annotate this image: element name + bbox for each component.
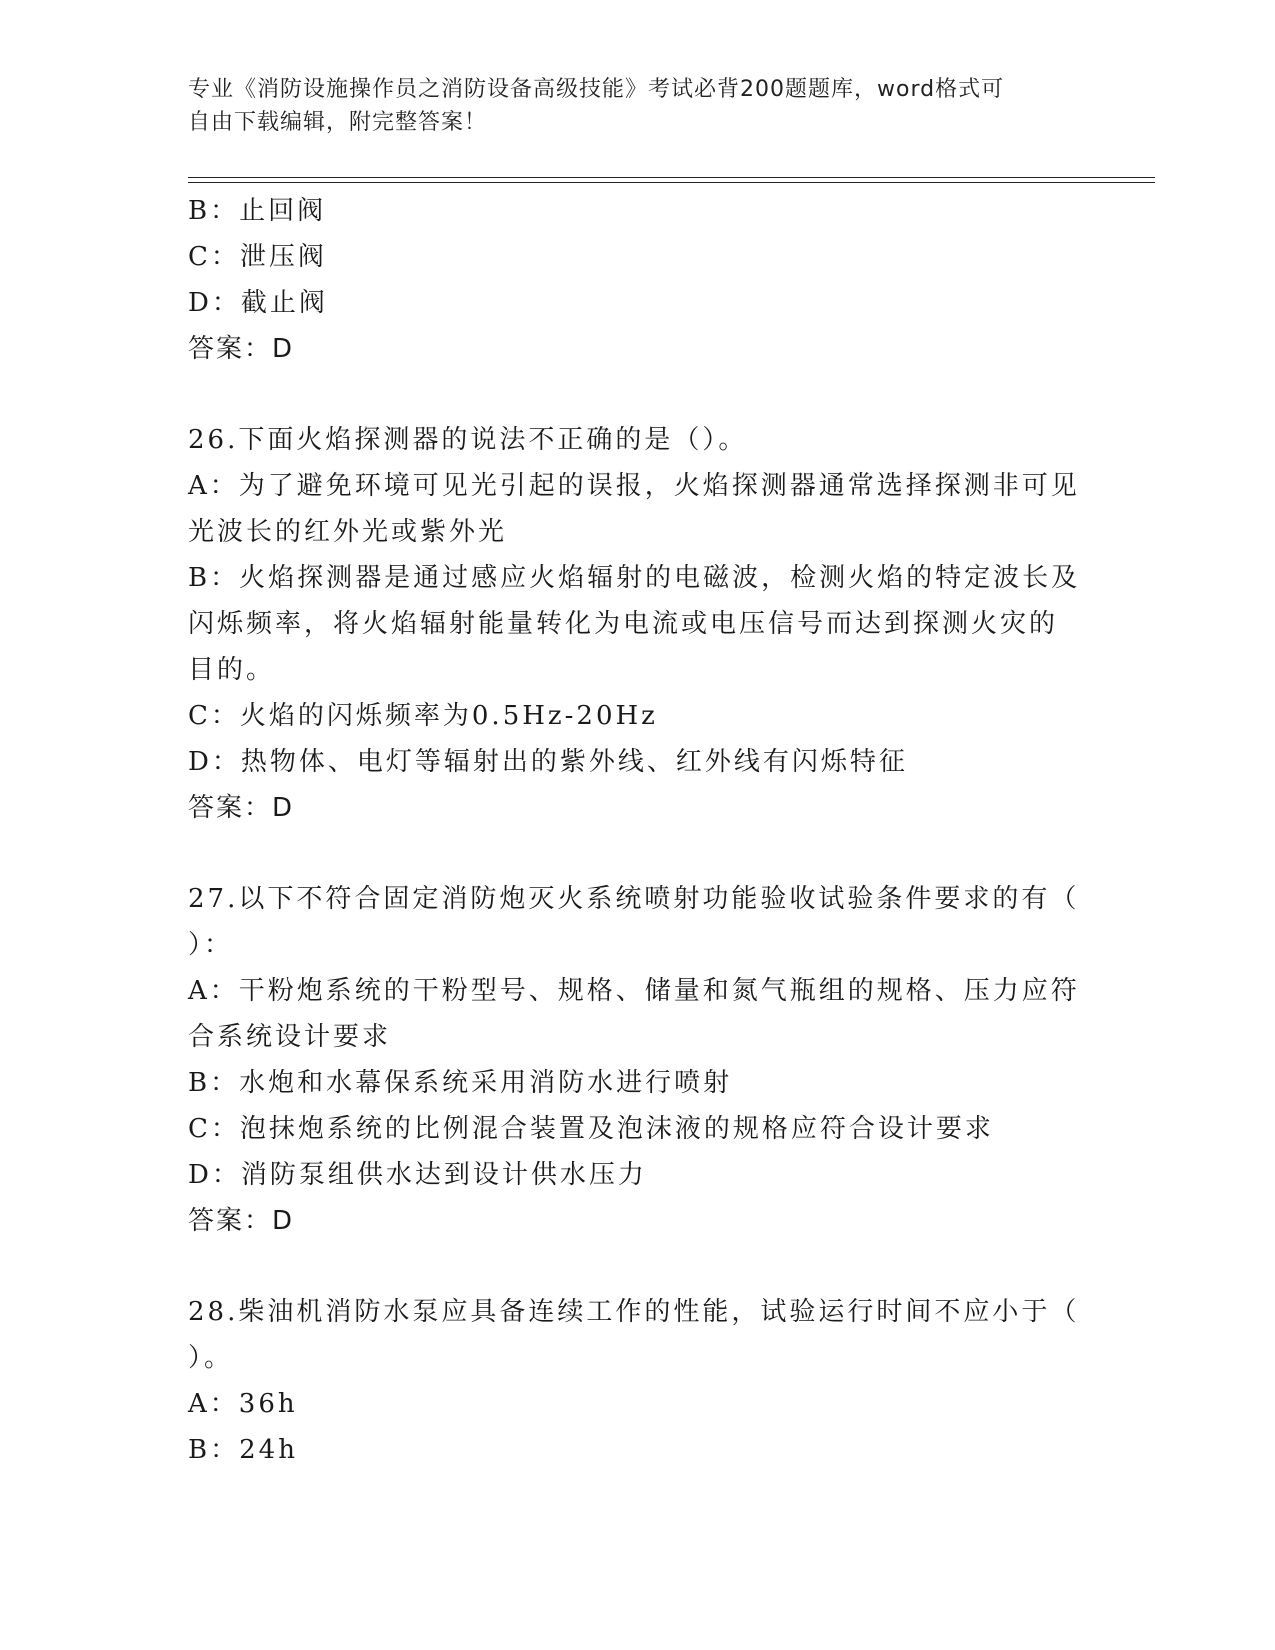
page-content — [188, 188, 1088, 1473]
option-b: B：水炮和水幕保系统采用消防水进行喷射 — [188, 1068, 733, 1098]
spacer — [188, 1244, 1088, 1289]
header-line-1: 专业《消防设施操作员之消防设备高级技能》考试必背200题题库，word格式可 — [188, 77, 1005, 102]
spacer — [188, 372, 1088, 417]
question-26 — [188, 417, 1088, 831]
spacer — [188, 831, 1088, 876]
header-rule-top — [188, 177, 1155, 178]
option-a-line-2: 合系统设计要求 — [188, 1022, 392, 1052]
question-28 — [188, 1289, 1088, 1473]
question-text-line-2: ）。 — [188, 1343, 234, 1373]
question-25 — [188, 188, 1088, 372]
option-a: A：36h — [188, 1389, 298, 1419]
question-text-line-1: 28.柴油机消防水泵应具备连续工作的性能，试验运行时间不应小于（ — [188, 1297, 1080, 1327]
answer: 答案：D — [188, 334, 295, 364]
page-header — [188, 73, 1088, 139]
question-text-line-2: ）： — [188, 930, 234, 960]
option-a-line-2: 光波长的红外光或紫外光 — [188, 517, 508, 547]
question-text-line-1: 27.以下不符合固定消防炮灭火系统喷射功能验收试验条件要求的有（ — [188, 884, 1080, 914]
answer: 答案：D — [188, 1206, 295, 1236]
option-b: B：24h — [188, 1435, 298, 1465]
option-b: B：止回阀 — [188, 196, 327, 226]
header-rule-bottom — [188, 182, 1155, 183]
question-27 — [188, 876, 1088, 1244]
option-b-line-3: 目的。 — [188, 655, 276, 685]
option-b-line-1: B：火焰探测器是通过感应火焰辐射的电磁波，检测火焰的特定波长及 — [188, 563, 1081, 593]
question-text: 26.下面火焰探测器的说法不正确的是（）。 — [188, 425, 748, 455]
option-b-line-2: 闪烁频率，将火焰辐射能量转化为电流或电压信号而达到探测火灾的 — [188, 609, 1059, 639]
option-c: C：火焰的闪烁频率为0.5Hz-20Hz — [188, 701, 658, 731]
option-a-line-1: A：干粉炮系统的干粉型号、规格、储量和氮气瓶组的规格、压力应符 — [188, 976, 1080, 1006]
option-d: D：热物体、电灯等辐射出的紫外线、红外线有闪烁特征 — [188, 747, 908, 777]
header-line-2: 自由下载编辑，附完整答案！ — [188, 110, 488, 135]
option-a-line-1: A：为了避免环境可见光引起的误报，火焰探测器通常选择探测非可见 — [188, 471, 1080, 501]
option-d: D：消防泵组供水达到设计供水压力 — [188, 1160, 647, 1190]
option-c: C：泄压阀 — [188, 242, 327, 272]
option-d: D：截止阀 — [188, 288, 328, 318]
option-c: C：泡抹炮系统的比例混合装置及泡沫液的规格应符合设计要求 — [188, 1114, 994, 1144]
answer: 答案：D — [188, 793, 295, 823]
